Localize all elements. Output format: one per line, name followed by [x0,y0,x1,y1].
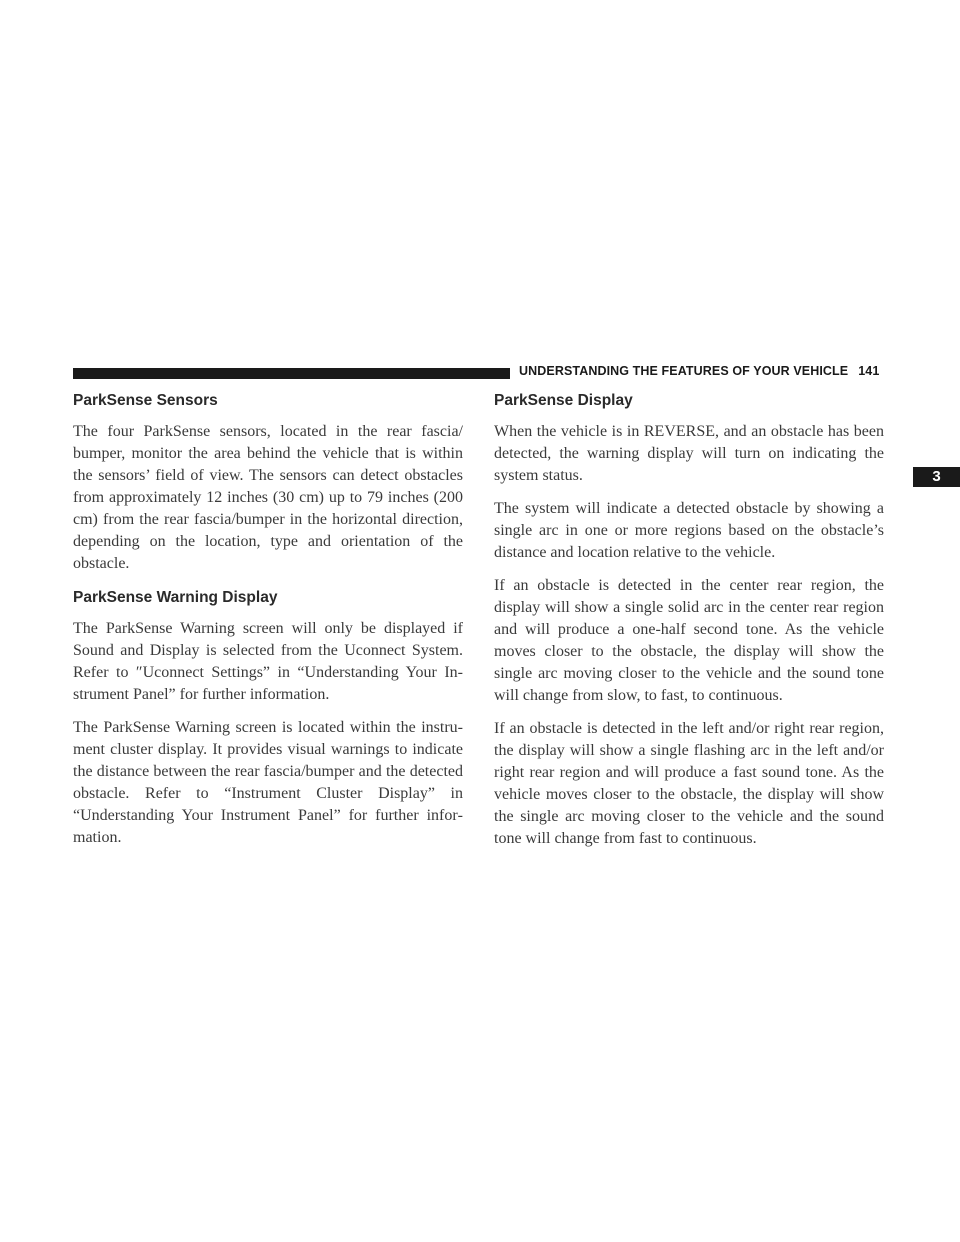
header-rule-bar [73,368,510,379]
header-section-title: UNDERSTANDING THE FEATURES OF YOUR VEHICLE [519,364,849,378]
paragraph-display-3: If an obstacle is detected in the center rear region, the display will show a single solid arc in the center rear region and will produce a one-half second tone. As the vehicle moves closer to the obstacle, the display will show the single arc moving closer to the vehicle and the sound tone will change from slow, to fast, to continuous. [494,577,884,704]
paragraph-warning-display-2: The ParkSense Warning screen is located within the instrument cluster display. It provides visual warnings to indicate the distance between the rear fascia/bumper and the detected obstacle. Refer to “Instrument Cluster Display” in “Understanding Your Instrument Panel” for further information. [73,719,463,846]
left-column [73,390,463,860]
heading-parksense-warning-display: ParkSense Warning Display [73,589,278,606]
paragraph-sensors: The four ParkSense sensors, located in the rear fascia/ bumper, monitor the area behind the vehicle that is within the sensors’ field of view. The sensors can detect obstacles from approximately 12 inches (30 cm) up to 79 inches (200 cm) from the rear fascia/bumper in the horizontal direction, depending on the location, type and orientation of the obstacle. [73,423,463,572]
paragraph-display-2: The system will indicate a detected obstacle by showing a single arc in one or more regions based on the obstacle’s distance and location relative to the vehicle. [494,500,884,561]
chapter-tab: 3 [913,467,960,487]
paragraph-display-4: If an obstacle is detected in the left and/or right rear region, the display will show a single flashing arc in the left and/or right rear region and will produce a fast sound tone. As the vehicle moves closer to the obstacle, the display will show the single arc moving closer to the vehicle and the sound tone will change from fast to continuous. [494,720,884,847]
paragraph-display-1: When the vehicle is in REVERSE, and an obstacle has been detected, the warning display will turn on indicating the system status. [494,423,884,484]
heading-parksense-display: ParkSense Display [494,392,633,409]
page-number: 141 [858,364,880,378]
right-column [494,390,884,861]
running-header [519,364,879,378]
heading-parksense-sensors: ParkSense Sensors [73,392,218,409]
paragraph-warning-display-1: The ParkSense Warning screen will only be displayed if Sound and Display is selected from the Uconnect System. Refer to ″Uconnect Settings” in “Understanding Your Instrument Panel” for further information. [73,620,463,703]
